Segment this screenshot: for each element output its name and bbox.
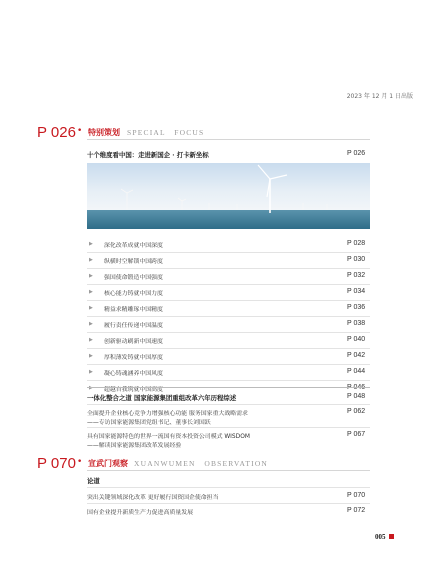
triangle-bullet-icon: ▶ <box>89 257 93 263</box>
wind-farm-photo <box>87 163 370 229</box>
list-item[interactable]: 突出关键领域深化改革 更好履行国资国企使命担当 <box>87 495 219 501</box>
triangle-bullet-icon: ▶ <box>89 321 93 327</box>
section-title: 宣武门观察 <box>88 458 128 468</box>
list-item-page: P 070 <box>347 492 366 499</box>
section-page-number: P 026 <box>37 124 76 141</box>
list-item[interactable]: ▶ 凝心铸魂涵养中国风度 P 044 <box>87 368 370 383</box>
article-page: P 062 <box>347 408 366 415</box>
publish-date: 2023 年 12 月 1 日出版 <box>346 93 413 100</box>
section-dot: • <box>77 457 83 467</box>
triangle-bullet-icon: ▶ <box>89 273 93 279</box>
list-item[interactable]: ▶ 厚积薄发铸就中国厚度 P 042 <box>87 352 370 367</box>
red-square-icon <box>389 534 394 539</box>
article-title[interactable]: 一体化整合之道 国家能源集团重组改革六年历程综述 <box>87 394 237 402</box>
article-page: P 067 <box>347 431 366 438</box>
article-line[interactable]: 全面提升企业核心竞争力增强核心功能 服务国家重大战略需求 <box>87 411 248 417</box>
triangle-bullet-icon: ▶ <box>89 289 93 295</box>
article-page: P 048 <box>347 393 366 400</box>
triangle-bullet-icon: ▶ <box>89 369 93 375</box>
section-dot: • <box>77 126 83 136</box>
list-item[interactable]: 国有企业提升新质生产力促进高质量发展 <box>87 510 194 516</box>
list-item[interactable]: ▶ 履行责任传递中国温度 P 038 <box>87 320 370 335</box>
subsection-title: 论道 <box>87 477 100 485</box>
list-item[interactable]: ▶ 精益求精雕琢中国精度 P 036 <box>87 304 370 319</box>
triangle-bullet-icon: ▶ <box>89 337 93 343</box>
triangle-bullet-icon: ▶ <box>89 385 93 391</box>
list-item[interactable]: ▶ 创新驱动刷新中国速度 P 040 <box>87 336 370 351</box>
feature-title[interactable]: 十个维度看中国：走进新国企 · 打卡新坐标 <box>87 151 209 159</box>
wind-turbine-illustration <box>87 163 370 229</box>
list-item[interactable]: ▶ 超越自我筑就中国高度 P 046 <box>89 384 366 393</box>
triangle-bullet-icon: ▶ <box>89 353 93 359</box>
list-item[interactable]: ▶ 纵横时空解锁中国跨度 P 030 <box>87 256 370 271</box>
section-page-number: P 070 <box>37 455 76 472</box>
triangle-bullet-icon: ▶ <box>89 305 93 311</box>
footer-page-number: 005 <box>375 533 386 541</box>
section-rule <box>87 470 370 471</box>
section-title: 特别策划 <box>88 127 120 137</box>
article-subline: ——解读国家能源集团改革发展经验 <box>87 443 182 449</box>
section-title-en: XUANWUMEN OBSERVATION <box>134 459 269 468</box>
list-item[interactable]: ▶ 核心能力铸就中国力度 P 034 <box>87 288 370 303</box>
article-line[interactable]: 具有国家能源特色的世界一流国有资本投资公司模式 WISDOM <box>87 434 250 440</box>
section-rule <box>87 139 370 140</box>
article-subline: ——专访国家能源集团党组书记、董事长刘国跃 <box>87 420 211 426</box>
triangle-bullet-icon: ▶ <box>89 241 93 247</box>
divider <box>87 387 370 388</box>
list-item-page: P 072 <box>347 507 366 514</box>
list-item[interactable]: ▶ 深化改革成就中国深度 P 028 <box>87 240 370 255</box>
list-item[interactable]: ▶ 强国使命锻造中国强度 P 032 <box>87 272 370 287</box>
section-title-en: SPECIAL FOCUS <box>127 128 205 137</box>
feature-page: P 026 <box>347 150 366 157</box>
